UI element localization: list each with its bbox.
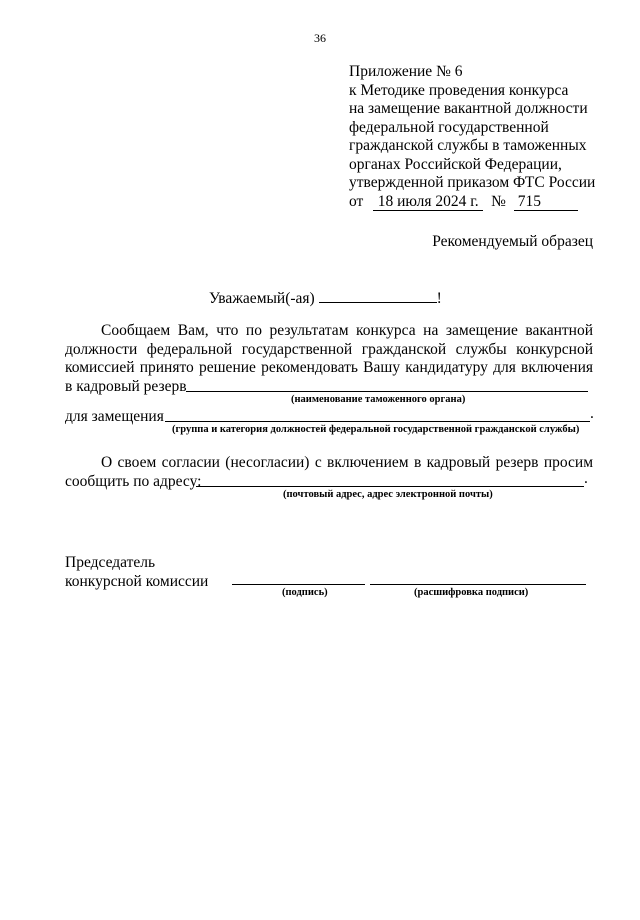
order-number: 715 (514, 194, 578, 211)
customs-authority-blank (186, 391, 588, 392)
signature-title: Председатель (65, 554, 156, 571)
caption-name-decoding: (расшифровка подписи) (414, 587, 529, 598)
appendix-line: гражданской службы в таможенных (349, 137, 587, 154)
caption-address: (почтовый адрес, адрес электронной почты) (283, 489, 493, 500)
signature-block (65, 553, 208, 591)
caption-signature: (подпись) (282, 587, 328, 598)
paragraph-line: сообщить по адресу: (65, 473, 202, 490)
appendix-title: Приложение № 6 (349, 63, 463, 80)
position-group-blank (165, 421, 590, 422)
caption-customs-authority: (наименование таможенного органа) (291, 394, 466, 405)
replacement-label: для замещения (65, 408, 164, 425)
signature-blank (232, 584, 365, 585)
page-number: 36 (314, 31, 326, 45)
paragraph-line: должности федеральной государственной гражданской службы конкурсной (65, 340, 593, 358)
address-blank (196, 486, 584, 487)
appendix-line: федеральной государственной (349, 118, 549, 136)
appendix-line: на замещение вакантной должности (349, 100, 588, 117)
paragraph-line: О своем согласии (несогласии) с включением в кадровый резерв просим (101, 454, 593, 471)
paragraph-line: комиссией принято решение рекомендовать Вашу кандидатуру для включения (65, 359, 593, 376)
recipient-name-blank (319, 288, 437, 303)
appendix-line: органах Российской Федерации, (349, 155, 562, 173)
number-label: № (491, 192, 506, 210)
paragraph-line: в кадровый резерв (65, 377, 187, 395)
greeting-suffix: ! (436, 290, 442, 307)
name-decoding-blank (370, 584, 586, 585)
period: . (584, 470, 588, 487)
paragraph-line: Сообщаем Вам, что по результатам конкурса на замещение вакантной (101, 322, 593, 339)
appendix-line: к Методике проведения конкурса (349, 81, 569, 99)
appendix-header (349, 63, 595, 211)
caption-position-group: (группа и категория должностей федеральной государственной гражданской службы) (172, 424, 580, 435)
signature-title: конкурсной комиссии (65, 573, 209, 590)
from-label: от (349, 192, 364, 210)
greeting-prefix: Уважаемый(-ая) (209, 290, 315, 307)
sample-label: Рекомендуемый образец (432, 233, 593, 250)
greeting (209, 288, 442, 308)
appendix-order-line (349, 193, 595, 212)
order-date: 18 июля 2024 г. (373, 194, 483, 211)
period: . (590, 405, 594, 422)
appendix-line: утвержденной приказом ФТС России (349, 174, 596, 191)
paragraph-notification (65, 322, 593, 396)
